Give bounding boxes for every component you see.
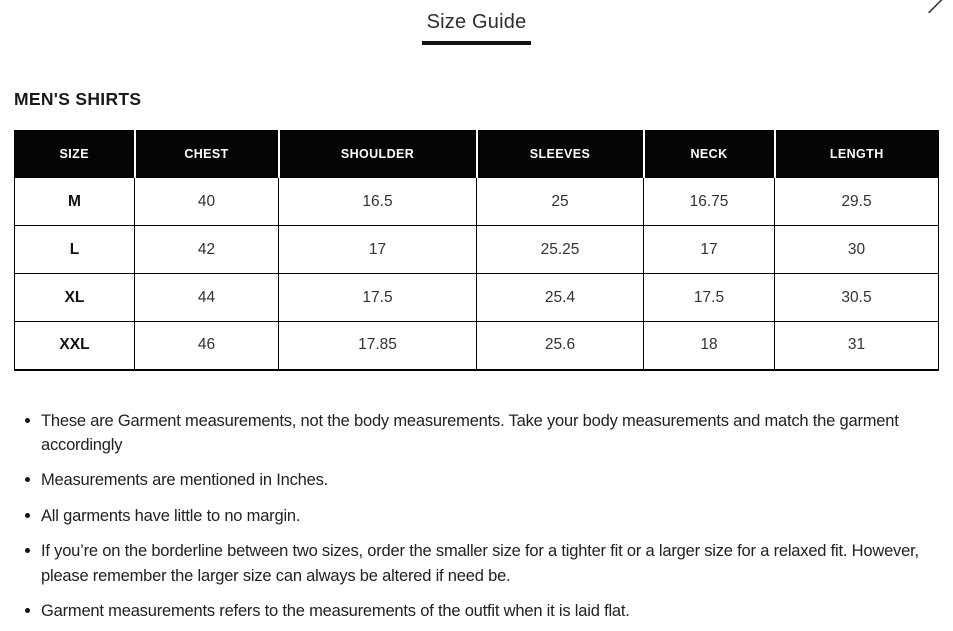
cell-size: M: [15, 178, 135, 226]
cell-sleeves: 25: [477, 178, 644, 226]
cell-sleeves: 25.4: [477, 274, 644, 322]
note-text: Garment measurements refers to the measurements of the outfit when it is laid flat.: [41, 601, 630, 620]
size-table-header: [15, 131, 939, 178]
table-row: [15, 226, 939, 274]
list-item: [24, 468, 940, 492]
cell-neck: 17: [644, 226, 775, 274]
bullet-icon: [25, 477, 30, 482]
table-row: [15, 274, 939, 322]
cell-chest: 40: [135, 178, 279, 226]
cell-length: 30: [775, 226, 939, 274]
col-header-sleeves: SLEEVES: [477, 131, 644, 178]
bullet-icon: [25, 608, 30, 613]
table-row: [15, 178, 939, 226]
list-item: [24, 504, 940, 528]
col-header-shoulder: SHOULDER: [279, 131, 477, 178]
cell-shoulder: 17: [279, 226, 477, 274]
size-table-body: [15, 178, 939, 370]
section-heading: MEN'S SHIRTS: [14, 89, 142, 109]
close-icon-glyph: [928, 0, 944, 13]
cell-chest: 46: [135, 322, 279, 370]
title-wrap: [0, 0, 953, 45]
cell-sleeves: 25.25: [477, 226, 644, 274]
bullet-icon: [25, 418, 30, 423]
notes-list: [24, 409, 940, 624]
cell-shoulder: 17.85: [279, 322, 477, 370]
table-row: [15, 322, 939, 370]
list-item: [24, 599, 940, 623]
note-text: All garments have little to no margin.: [41, 506, 301, 525]
cell-size: L: [15, 226, 135, 274]
cell-sleeves: 25.6: [477, 322, 644, 370]
cell-chest: 44: [135, 274, 279, 322]
size-table: [14, 130, 939, 371]
cell-neck: 16.75: [644, 178, 775, 226]
col-header-length: LENGTH: [775, 131, 939, 178]
header-row: [15, 131, 939, 178]
cell-length: 30.5: [775, 274, 939, 322]
bullet-icon: [25, 548, 30, 553]
cell-shoulder: 16.5: [279, 178, 477, 226]
cell-length: 29.5: [775, 178, 939, 226]
note-text: These are Garment measurements, not the body measurements. Take your body measurements and match the garment accordingly: [41, 411, 899, 454]
cell-size: XXL: [15, 322, 135, 370]
cell-shoulder: 17.5: [279, 274, 477, 322]
close-icon[interactable]: [928, 0, 944, 13]
cell-neck: 17.5: [644, 274, 775, 322]
list-item: [24, 539, 940, 588]
cell-length: 31: [775, 322, 939, 370]
note-text: If you’re on the borderline between two sizes, order the smaller size for a tighter fit or a larger size for a relaxed fit. However, please remember the larger size can always be altered if need be.: [41, 542, 919, 585]
col-header-neck: NECK: [644, 131, 775, 178]
page-title: Size Guide: [422, 11, 532, 45]
list-item: [24, 409, 940, 458]
cell-size: XL: [15, 274, 135, 322]
cell-chest: 42: [135, 226, 279, 274]
bullet-icon: [25, 513, 30, 518]
note-text: Measurements are mentioned in Inches.: [41, 471, 329, 490]
col-header-chest: CHEST: [135, 131, 279, 178]
col-header-size: SIZE: [15, 131, 135, 178]
cell-neck: 18: [644, 322, 775, 370]
